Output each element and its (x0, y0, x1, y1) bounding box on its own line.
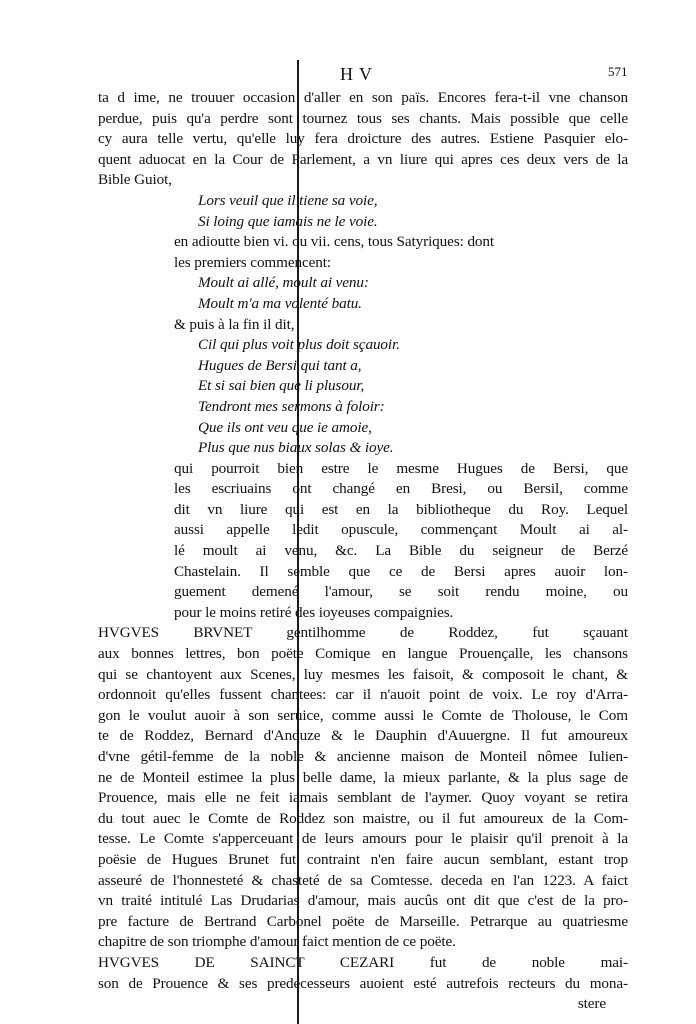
text-line: en adioutte bien vi. ou vii. cens, tous Satyriques: dont (174, 233, 495, 251)
text-line: stere (577, 995, 606, 1013)
text-line: HVGVES DE SAINCT CEZARI fut de noble mai- (98, 953, 628, 971)
text-line: pour le moins retiré des ioyeuses compaignies. (174, 603, 454, 621)
text-line: les escriuains ont changé en Bresi, ou Bersil, comme (174, 480, 628, 498)
text-line: asseuré de l'honnesteté & chasteté de sa Comtesse. deceda en l'an 1223. A faict (98, 871, 628, 889)
text-line: & puis à la fin il dit, (174, 315, 295, 333)
text-line: tesse. Le Comte s'apperceuant de leurs amours pour le plaisir qu'il prenoit à la (98, 830, 628, 848)
verse-line: Tendront mes sermons à foloir: (198, 397, 385, 415)
verse-line: Que ils ont veu que ie amoie, (198, 418, 372, 436)
text-line: chapitre de son triomphe d'amour faict mention de ce poëte. (98, 933, 456, 951)
text-line: guement demené l'amour, se soit rendu moine, ou (174, 583, 628, 601)
text-line: qui pourroit bien estre le mesme Hugues de Bersi, que (174, 459, 628, 477)
text-line: pre facture de Bertrand Carbonel poëte de Marseille. Petrarque au quatriesme (98, 912, 628, 930)
text-line: d'vne gétil-femme de la noble & ancienne maison de Monteil nômee Iulien- (98, 748, 628, 765)
text-line: du tout auec le Comte de Roddez son maistre, ou il fut amoureux de la Com- (98, 809, 628, 827)
body-text (98, 88, 628, 1015)
page-number: 571 (608, 64, 628, 79)
text-line: aussi appelle ledit opuscule, commençant Moult ai al- (174, 521, 628, 539)
verse-line: Moult m'a ma volenté batu. (198, 294, 362, 312)
text-line: qui se chantoyent aux Scenes, luy mesmes les faisoit, & composoit le chant, & (98, 665, 628, 683)
text-line: te de Roddez, Bernard d'Anduze & le Dauphin d'Auuergne. Il fut amoureux (98, 727, 628, 745)
text-line: ta d ime, ne trouuer occasion d'aller en son païs. Encores fera-t-il vne chanson (98, 89, 628, 106)
verse-line: Si loing que iamais ne le voie. (198, 212, 378, 230)
text-line: quent aduocat en la Cour de Parlement, a vn liure qui apres ces deux vers de la (98, 150, 628, 168)
text-line: cy aura telle vertu, qu'elle luy fera droicture des autres. Estiene Pasquier elo- (98, 130, 628, 148)
text-line: dit vn liure qui est en la bibliotheque du Roy. Lequel (174, 500, 628, 518)
text-line: perdue, puis qu'a perdre sont tournez tous ses chants. Mais possible que celle (98, 109, 628, 127)
text-line: Bible Guiot, (98, 171, 172, 189)
text-line: HVGVES BRVNET gentilhomme de Roddez, fut sçauant (98, 624, 628, 642)
text-line: lé moult ai venu, &c. La Bible du seigneur de Berzé (174, 542, 628, 560)
verse-line: Moult ai allé, moult ai venu: (198, 274, 369, 292)
verse-line: Hugues de Bersi qui tant a, (198, 356, 362, 374)
text-line: ordonnoit qu'elles fussent chantees: car il n'auoit point de voix. Le roy d'Arra- (98, 686, 628, 704)
text-line: poësie de Hugues Brunet fut contraint n'en faire aucun semblant, estant trop (98, 850, 628, 868)
verse-line: Cil qui plus voit plus doit sçauoir. (198, 336, 400, 354)
text-line: ne de Monteil estimee la plus belle dame, la mieux parlante, & la plus sage de (98, 768, 628, 786)
text-line: Chastelain. Il semble que ce de Bersi apres auoir lon- (174, 562, 628, 580)
verse-line: Lors veuil que il tiene sa voie, (198, 191, 378, 209)
verse-line: Plus que nus biaux solas & ioye. (198, 439, 394, 457)
running-head: HV (340, 64, 378, 84)
text-line: son de Prouence & ses predecesseurs auoient esté autrefois recteurs du mona- (98, 974, 628, 992)
text-line: vn traité intitulé Las Drudarias d'amour, mais aucûs ont dit que c'est de la pro- (98, 892, 628, 910)
text-line: aux bonnes lettres, bon poëte Comique en langue Prouençalle, les chansons (98, 645, 628, 663)
verse-line: Et si sai bien que li plusour, (198, 377, 365, 395)
text-line: les premiers commencent: (174, 253, 332, 271)
text-line: gon le voulut auoir à son seruice, comme aussi le Comte de Tholouse, le Com (98, 706, 628, 724)
text-line: Prouence, mais elle ne feit iamais semblant de l'aymer. Quoy voyant se retira (98, 789, 628, 807)
